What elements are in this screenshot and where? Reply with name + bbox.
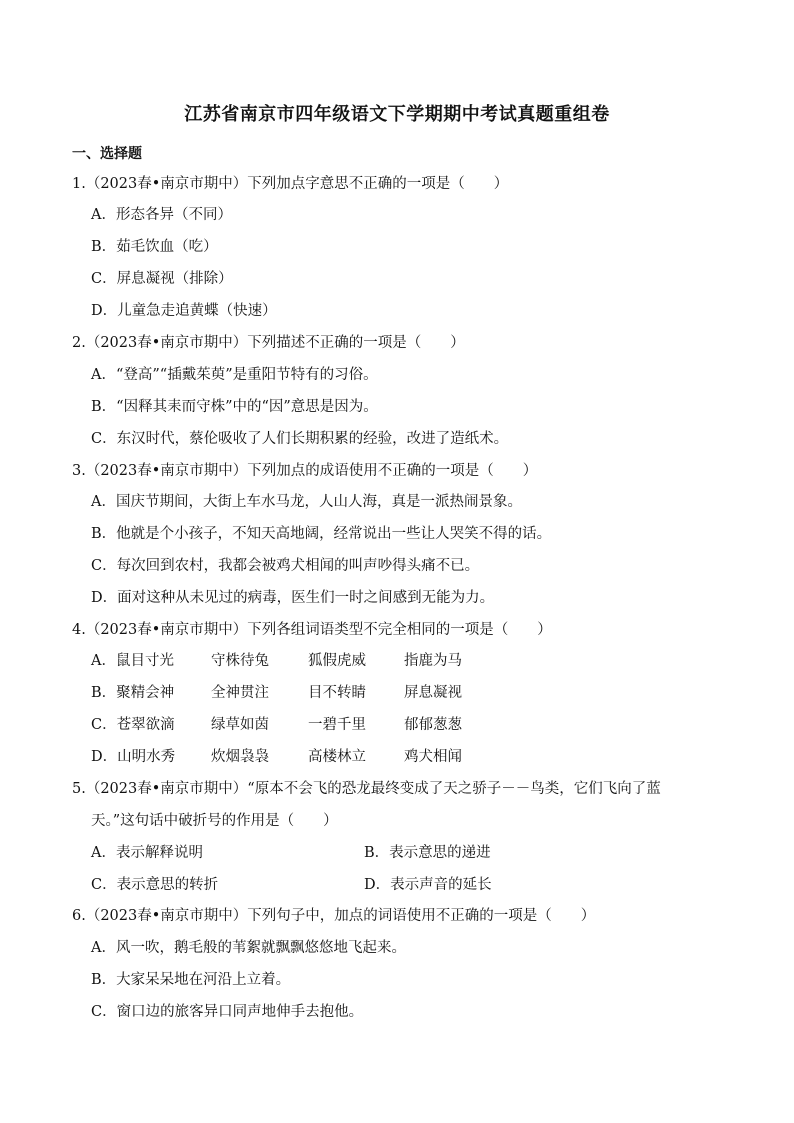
q1-option-a: A．形态各异（不同） [91, 207, 232, 223]
q4-row-b [91, 678, 504, 709]
q4-row-b-word-1: B．聚精会神 [91, 685, 175, 701]
question-5-stem-line-2: 天。”这句话中破折号的作用是（ ） [91, 813, 338, 829]
q2-option-a: A．“登高”“插戴茱萸”是重阳节特有的习俗。 [91, 367, 378, 383]
q4-row-d-word-1: D．山明水秀 [91, 749, 176, 765]
question-2-stem: 2.（2023春•南京市期中）下列描述不正确的一项是（ ） [72, 335, 465, 351]
q4-row-c [91, 710, 504, 741]
q4-row-b-word-2: 全神贯注 [211, 685, 269, 701]
q3-option-a: A．国庆节期间，大街上车水马龙，人山人海，真是一派热闹景象。 [91, 494, 522, 510]
q6-option-c: C．窗口边的旅客异口同声地伸手去抱他。 [91, 1004, 364, 1020]
q4-row-a-word-3: 狐假虎威 [308, 653, 366, 669]
q4-row-c-word-4: 郁郁葱葱 [404, 717, 462, 733]
q4-row-a-word-1: A．鼠目寸光 [91, 653, 174, 669]
q1-option-c: C．屏息凝视（排除） [91, 271, 233, 287]
q2-option-b: B．“因释其耒而守株”中的“因”意思是因为。 [91, 399, 378, 415]
q5-option-b: B．表示意思的递进 [364, 845, 491, 861]
question-1-stem: 1.（2023春•南京市期中）下列加点字意思不正确的一项是（ ） [72, 176, 509, 192]
q1-option-b: B．茹毛饮血（吃） [91, 239, 218, 255]
q4-row-a-word-2: 守株待兔 [211, 653, 269, 669]
question-5-stem-line-1: 5.（2023春•南京市期中）“原本不会飞的恐龙最终变成了天之骄子－－鸟类，它们飞向了蓝 [72, 781, 661, 797]
q3-option-c: C．每次回到农村，我都会被鸡犬相闻的叫声吵得头痛不已。 [91, 558, 480, 574]
q1-option-d: D．儿童急走追黄蝶（快速） [91, 303, 277, 319]
question-3-stem: 3.（2023春•南京市期中）下列加点的成语使用不正确的一项是（ ） [72, 463, 538, 479]
q4-row-b-word-4: 屏息凝视 [404, 685, 462, 701]
q4-row-c-word-3: 一碧千里 [308, 717, 366, 733]
q4-row-c-word-2: 绿草如茵 [211, 717, 269, 733]
q4-row-a [91, 646, 504, 677]
q5-option-a: A．表示解释说明 [91, 845, 203, 861]
q5-option-d: D．表示声音的延长 [364, 877, 492, 893]
q4-row-c-word-1: C．苍翠欲滴 [91, 717, 175, 733]
q4-row-d-word-4: 鸡犬相闻 [404, 749, 462, 765]
page-title: 江苏省南京市四年级语文下学期期中考试真题重组卷 [184, 104, 610, 125]
question-6-stem: 6.（2023春•南京市期中）下列句子中，加点的词语使用不正确的一项是（ ） [72, 908, 596, 924]
q4-row-d [91, 742, 504, 773]
q6-option-b: B．大家呆呆地在河沿上立着。 [91, 972, 291, 988]
q2-option-c: C．东汉时代，蔡伦吸收了人们长期积累的经验，改进了造纸术。 [91, 431, 509, 447]
q4-row-d-word-2: 炊烟袅袅 [211, 749, 269, 765]
q4-row-d-word-3: 高楼林立 [308, 749, 366, 765]
q4-row-b-word-3: 目不转睛 [308, 685, 366, 701]
q3-option-b: B．他就是个小孩子，不知天高地阔，经常说出一些让人哭笑不得的话。 [91, 526, 552, 542]
q5-option-c: C．表示意思的转折 [91, 877, 219, 893]
q4-row-a-word-4: 指鹿为马 [404, 653, 462, 669]
question-4-stem: 4.（2023春•南京市期中）下列各组词语类型不完全相同的一项是（ ） [72, 622, 552, 638]
section-heading: 一、选择题 [72, 146, 142, 162]
q6-option-a: A．风一吹，鹅毛般的苇絮就飘飘悠悠地飞起来。 [91, 940, 406, 956]
q3-option-d: D．面对这种从未见过的病毒，医生们一时之间感到无能为力。 [91, 590, 495, 606]
